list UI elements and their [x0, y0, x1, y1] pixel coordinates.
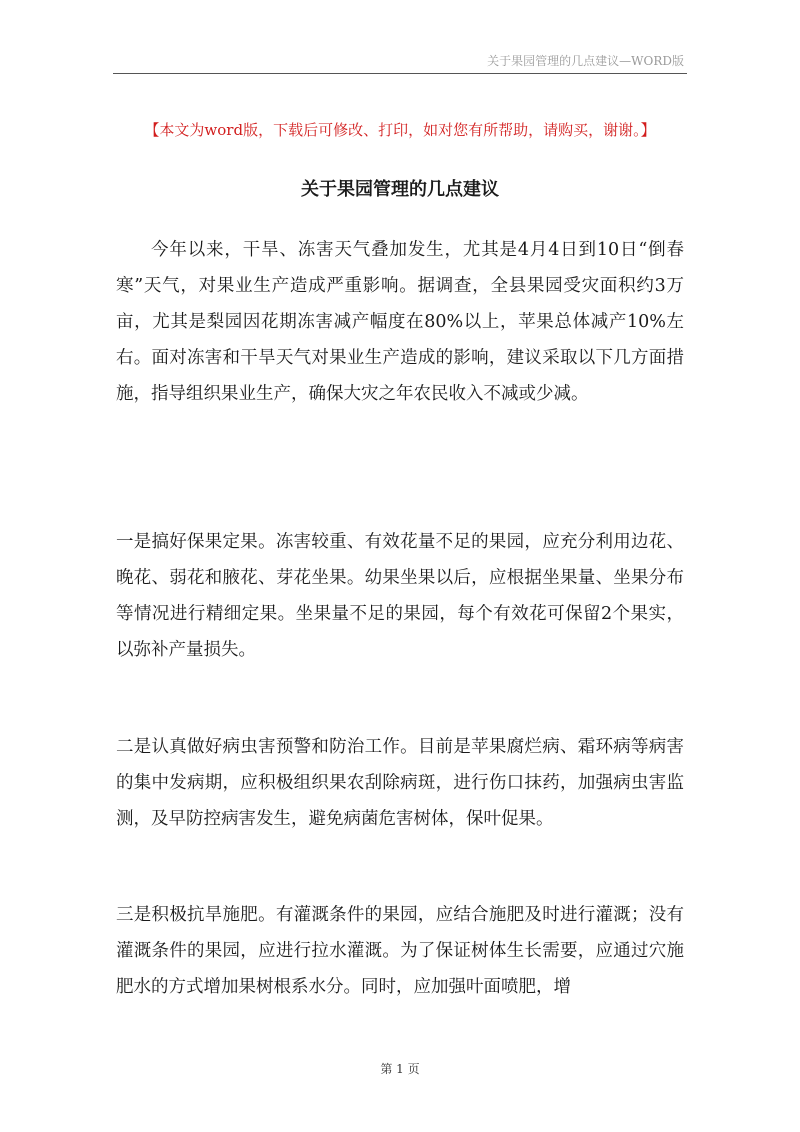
document-title: 关于果园管理的几点建议: [301, 179, 499, 200]
header-divider: [113, 73, 687, 74]
paragraph-point-2: 二是认真做好病虫害预警和防治工作。目前是苹果腐烂病、霜环病等病害的集中发病期，应积极组织果农刮除病斑，进行伤口抹药，加强病虫害监测，及早防控病害发生，避免病菌危害树体，保叶促果。: [116, 737, 684, 829]
purchase-notice: 【本文为word版，下载后可修改、打印，如对您有所帮助，请购买，谢谢。】: [144, 121, 656, 139]
paragraph-intro: 今年以来，干旱、冻害天气叠加发生，尤其是4月4日到10日“倒春寒”天气，对果业生产造成严重影响。据调查，全县果园受灾面积约3万亩，尤其是梨园因花期冻害减产幅度在80%以上，苹果总体减产10%左右。面对冻害和干旱天气对果业生产造成的影响，建议采取以下几方面措施，指导组织果业生产，确保大灾之年农民收入不减或少减。: [116, 240, 684, 404]
paragraph-point-1: 一是搞好保果定果。冻害较重、有效花量不足的果园，应充分利用边花、晚花、弱花和腋花、芽花坐果。幼果坐果以后，应根据坐果量、坐果分布等情况进行精细定果。坐果量不足的果园，每个有效花可保留2个果实，以弥补产量损失。: [116, 532, 684, 660]
paragraph-point-3: 三是积极抗旱施肥。有灌溉条件的果园，应结合施肥及时进行灌溉；没有灌溉条件的果园，应进行拉水灌溉。为了保证树体生长需要，应通过穴施肥水的方式增加果树根系水分。同时，应加强叶面喷肥，增: [116, 905, 684, 997]
running-header: 关于果园管理的几点建议—WORD版: [487, 54, 684, 68]
page-number: 第 1 页: [380, 1062, 420, 1076]
